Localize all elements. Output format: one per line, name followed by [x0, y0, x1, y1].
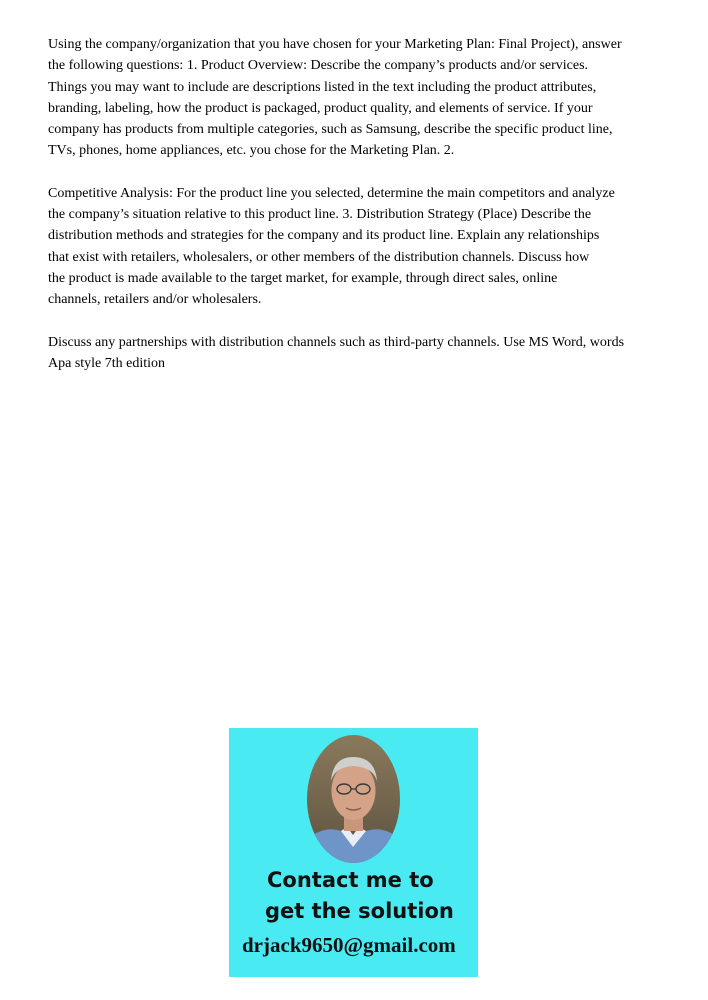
contact-email-link[interactable]: drjack9650@gmail.com — [242, 933, 456, 957]
text-line: the company’s situation relative to this product line. 3. Distribution Strategy (Place) Describe the — [48, 207, 592, 223]
paragraph-1 — [48, 34, 648, 162]
promo-headline-line-1: Contact me to — [267, 868, 434, 892]
portrait-photo — [307, 735, 400, 863]
text-line: Competitive Analysis: For the product line you selected, determine the main competitors and analyze — [48, 185, 615, 201]
text-line: distribution methods and strategies for the company and its product line. Explain any relationships — [48, 228, 600, 244]
document-body — [48, 34, 648, 395]
text-line: Using the company/organization that you have chosen for your Marketing Plan: Final Project), answer — [48, 37, 622, 52]
text-line: company has products from multiple categories, such as Samsung, describe the specific product line, — [48, 122, 613, 138]
text-line: Apa style 7th edition — [48, 355, 166, 371]
paragraph-2 — [48, 183, 648, 311]
text-line: that exist with retailers, wholesalers, or other members of the distribution channels. Discuss how — [48, 249, 590, 265]
text-line: the following questions: 1. Product Overview: Describe the company’s products and/or services. — [48, 58, 589, 74]
text-line: channels, retailers and/or wholesalers. — [48, 292, 262, 308]
text-line: the product is made available to the target market, for example, through direct sales, online — [48, 270, 558, 286]
promo-headline-line-2: get the solution — [265, 899, 454, 923]
contact-promo-card[interactable] — [229, 728, 478, 977]
text-line: branding, labeling, how the product is packaged, product quality, and elements of service. If your — [48, 100, 593, 116]
text-line: Discuss any partnerships with distribution channels such as third-party channels. Use MS Word, words — [48, 334, 625, 350]
text-line: TVs, phones, home appliances, etc. you chose for the Marketing Plan. 2. — [48, 143, 455, 159]
text-line: Things you may want to include are descriptions listed in the text including the product attributes, — [48, 79, 597, 95]
paragraph-3 — [48, 332, 648, 375]
